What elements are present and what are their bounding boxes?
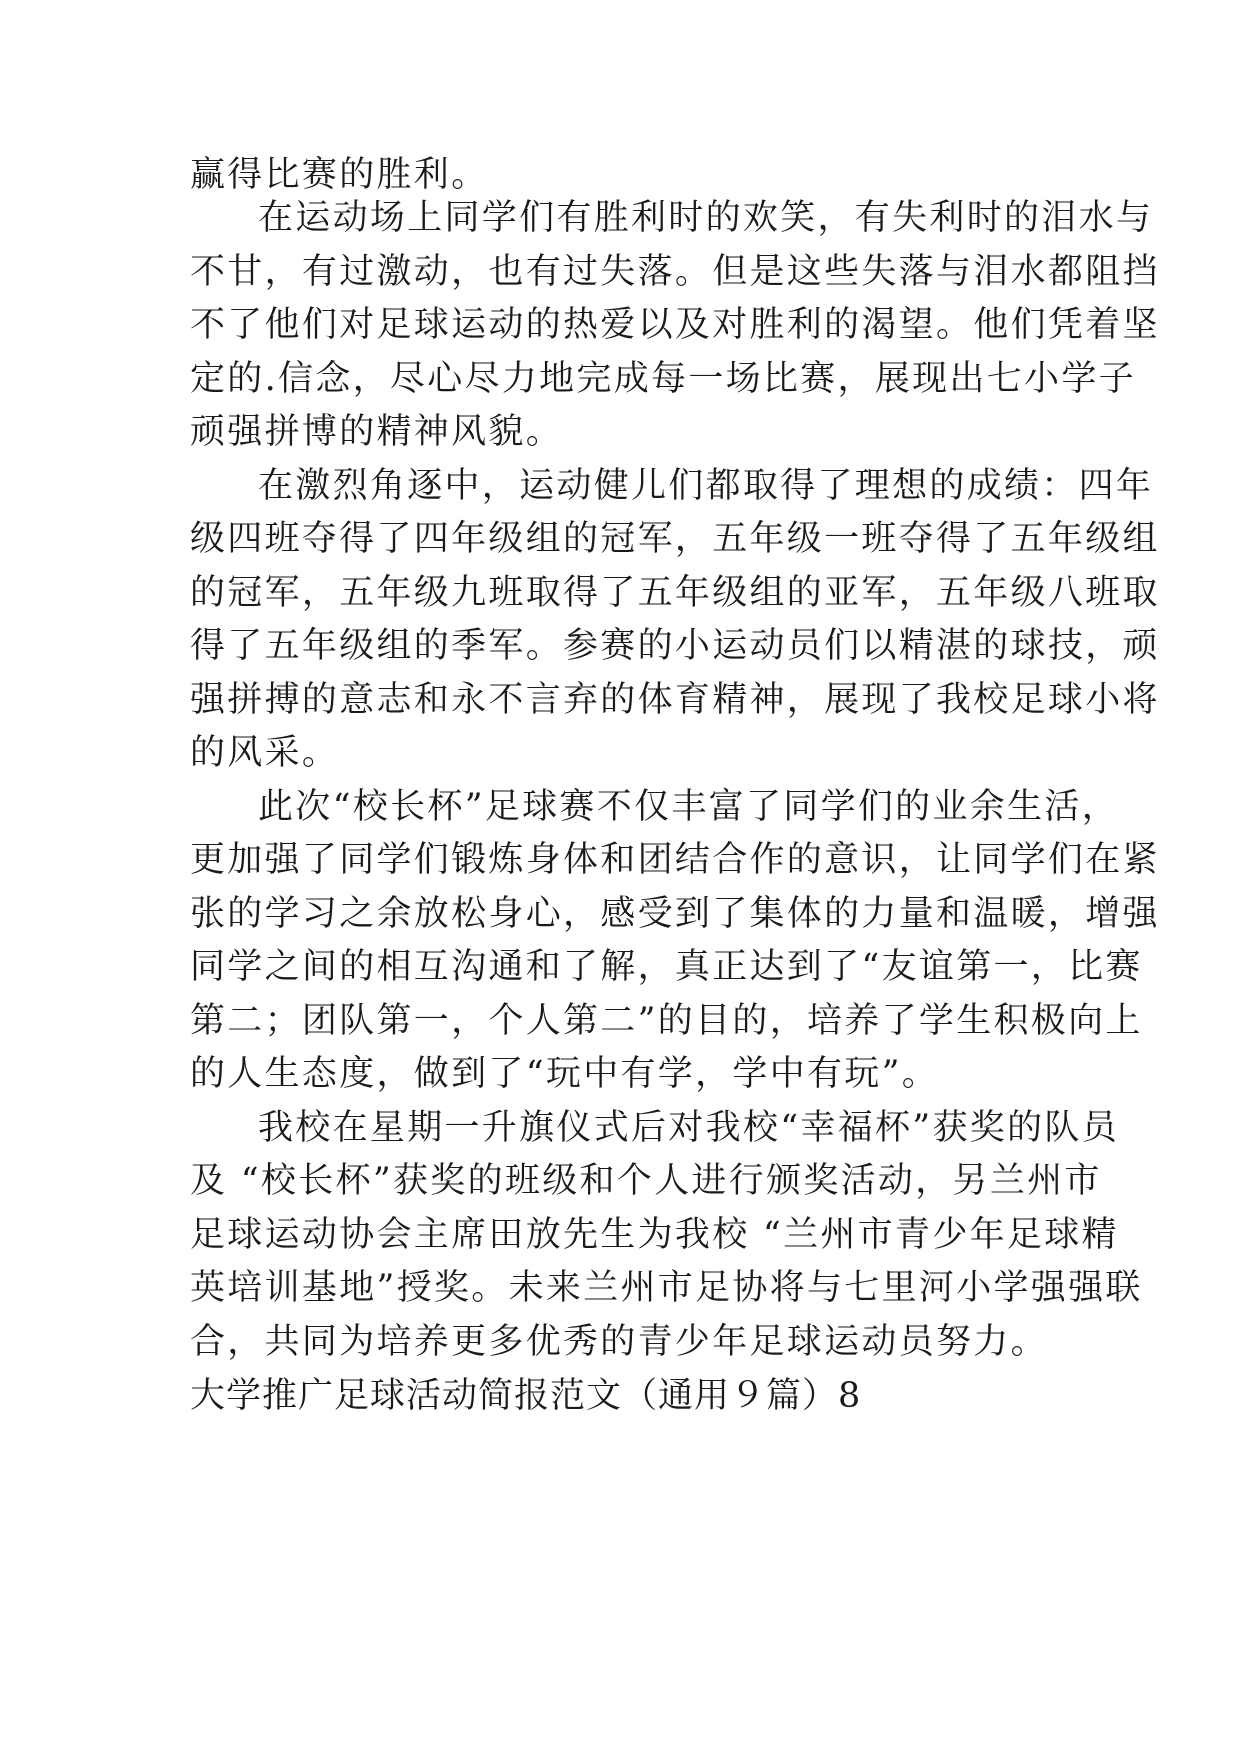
text-line: 同学之间的相互沟通和了解，真正达到了“友谊第一，比赛 xyxy=(190,947,1143,987)
footer-title: 大学推广足球活动简报范文（通用９篇）8 xyxy=(190,1376,862,1416)
text-line: 强拼搏的意志和永不言弃的体育精神，展现了我校足球小将 xyxy=(190,680,1160,720)
text-line: 张的学习之余放松身心，感受到了集体的力量和温暖，增强 xyxy=(190,894,1160,934)
paragraph-start-line: 在激烈角逐中，运动健儿们都取得了理想的成绩：四年 xyxy=(258,466,1154,506)
text-line: 赢得比赛的胜利。 xyxy=(190,155,489,195)
text-line: 合，共同为培养更多优秀的青少年足球运动员努力。 xyxy=(190,1322,1048,1362)
text-line: 的风采。 xyxy=(190,733,340,773)
text-line: 顽强拼博的精神风貌。 xyxy=(190,412,564,452)
paragraph-start-line: 我校在星期一升旗仪式后对我校“幸福杯”获奖的队员 xyxy=(258,1108,1119,1148)
text-line: 定的.信念，尽心尽力地完成每一场比赛，展现出七小学子 xyxy=(190,359,1136,399)
text-line: 及 “校长杯”获奖的班级和个人进行颁奖活动，另兰州市 xyxy=(190,1161,1102,1201)
text-line: 得了五年级组的季军。参赛的小运动员们以精湛的球技，顽 xyxy=(190,626,1160,666)
text-line: 不了他们对足球运动的热爱以及对胜利的渴望。他们凭着坚 xyxy=(190,305,1160,345)
text-line: 的冠军，五年级九班取得了五年级组的亚军，五年级八班取 xyxy=(190,573,1160,613)
text-line: 更加强了同学们锻炼身体和团结合作的意识，让同学们在紧 xyxy=(190,840,1160,880)
text-line: 的人生态度，做到了“玩中有学，学中有玩”。 xyxy=(190,1054,940,1094)
paragraph-start-line: 在运动场上同学们有胜利时的欢笑，有失利时的泪水与 xyxy=(258,198,1154,238)
text-line: 英培训基地”授奖。未来兰州市足协将与七里河小学强强联 xyxy=(190,1268,1143,1308)
paragraph-start-line: 此次“校长杯”足球赛不仅丰富了同学们的业余生活， xyxy=(258,787,1119,827)
text-line: 足球运动协会主席田放先生为我校 “兰州市青少年足球精 xyxy=(190,1215,1119,1255)
text-line: 级四班夺得了四年级组的冠军，五年级一班夺得了五年级组 xyxy=(190,519,1160,559)
text-line: 第二；团队第一，个人第二”的目的，培养了学生积极向上 xyxy=(190,1001,1143,1041)
text-line: 不甘，有过激动，也有过失落。但是这些失落与泪水都阻挡 xyxy=(190,252,1160,292)
